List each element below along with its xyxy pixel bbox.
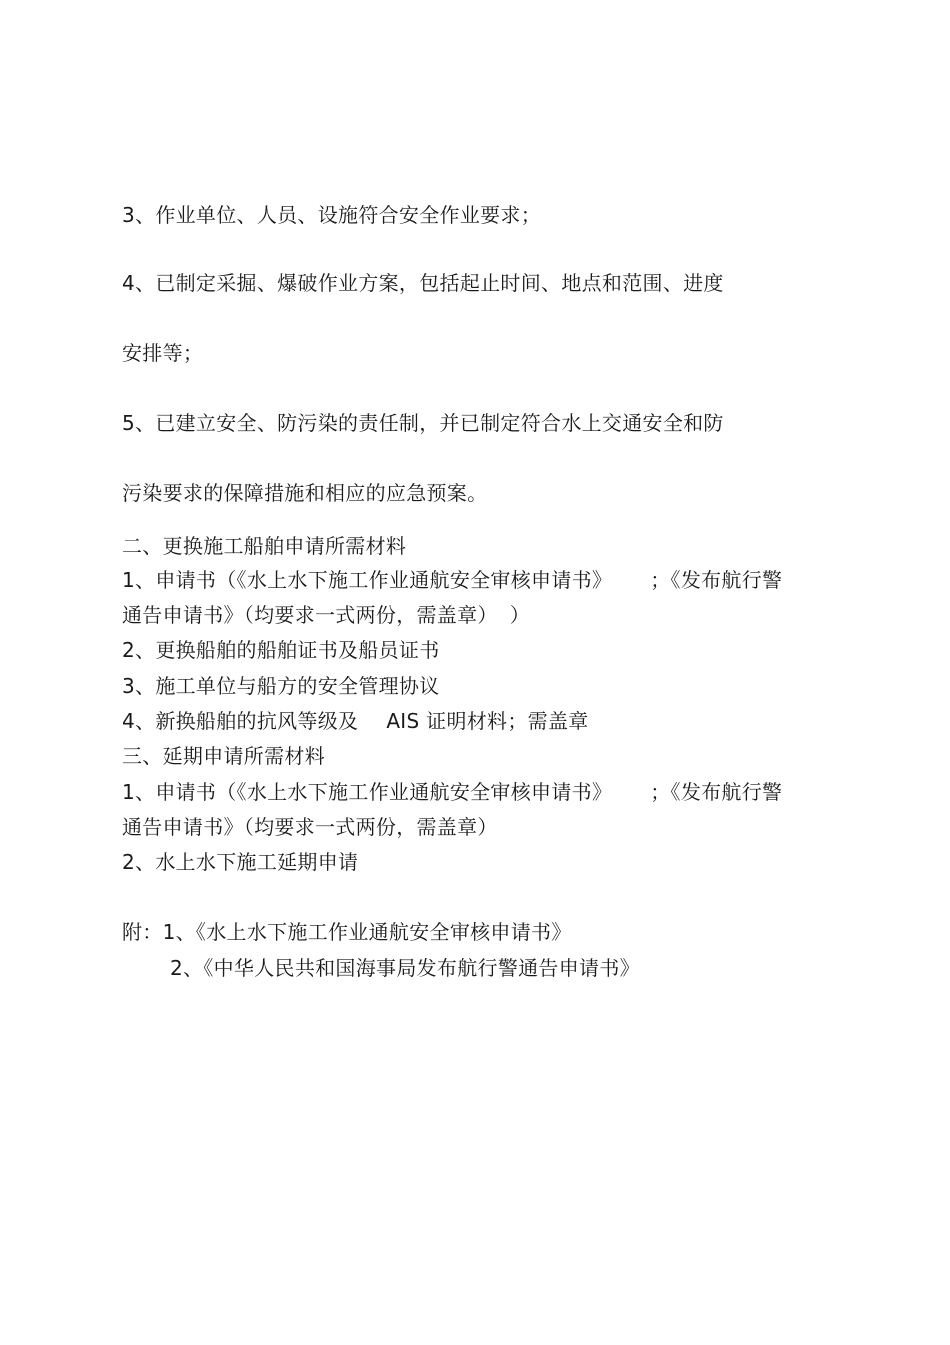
appendix-line-1: 附：1、《水上水下施工作业通航安全审核申请书》 bbox=[122, 920, 572, 944]
section-3-item-1-line2: 通告申请书》（均要求一式两份，需盖章） bbox=[122, 815, 498, 839]
section-3-heading: 三、延期申请所需材料 bbox=[122, 744, 325, 768]
appendix-line-2: 2、《中华人民共和国海事局发布航行警通告申请书》 bbox=[170, 956, 640, 980]
section-2-item-4 bbox=[122, 709, 589, 733]
requirement-4-line2: 安排等； bbox=[122, 341, 204, 365]
section-3-item-2: 2、水上水下施工延期申请 bbox=[122, 850, 359, 874]
section-2-item-2: 2、更换船舶的船舶证书及船员证书 bbox=[122, 638, 440, 662]
section-3-item-1-part-b: ；《发布航行警 bbox=[650, 780, 783, 804]
section-2-heading: 二、更换施工船舶申请所需材料 bbox=[122, 534, 407, 558]
requirement-3: 3、作业单位、人员、设施符合安全作业要求； bbox=[122, 203, 542, 227]
section-2-item-1-part-d: ） bbox=[509, 603, 531, 627]
section-2-item-1-part-b: ；《发布航行警 bbox=[650, 568, 783, 592]
section-2-item-3: 3、施工单位与船方的安全管理协议 bbox=[122, 674, 440, 698]
requirement-5-line1: 5、已建立安全、防污染的责任制，并已制定符合水上交通安全和防 bbox=[122, 411, 724, 435]
requirement-4-line1: 4、已制定采掘、爆破作业方案，包括起止时间、地点和范围、进度 bbox=[122, 271, 724, 295]
section-2-item-1-part-a: 1、申请书（《水上水下施工作业通航安全审核申请书》 bbox=[122, 568, 613, 592]
section-2-item-4-part-b: AIS 证明材料；需盖章 bbox=[386, 709, 589, 733]
section-3-item-1-part-a: 1、申请书（《水上水下施工作业通航安全审核申请书》 bbox=[122, 780, 613, 804]
section-2-item-1-line1 bbox=[122, 568, 782, 592]
requirement-5-line2: 污染要求的保障措施和相应的应急预案。 bbox=[122, 481, 488, 505]
section-2-item-1-line2 bbox=[122, 603, 530, 627]
section-3-item-1-line1 bbox=[122, 780, 782, 804]
section-2-item-1-part-c: 通告申请书》（均要求一式两份，需盖章） bbox=[122, 603, 498, 627]
section-2-item-4-part-a: 4、新换船舶的抗风等级及 bbox=[122, 709, 359, 733]
